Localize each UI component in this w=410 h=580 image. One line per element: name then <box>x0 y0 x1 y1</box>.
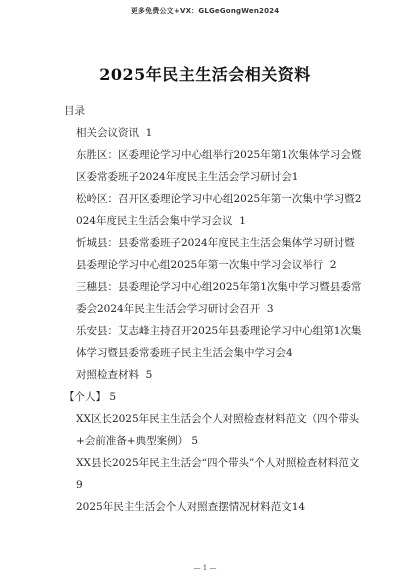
toc-item[interactable]: XX区长2025年民主生活会个人对照检查材料范文（四个带头+会前准备+典型案例） 5 <box>76 413 360 447</box>
toc-item[interactable]: 松岭区：召开区委理论学习中心组2025年第一次集中学习暨2024年度民主生活会集中学习会议 1 <box>76 193 362 227</box>
toc-item[interactable]: XX县长2025年民主生活会“四个带头”个人对照检查材料范文 9 <box>76 457 367 491</box>
page-header: 更多免费公文+VX：GLGeGongWen2024 <box>130 7 280 15</box>
document-title: 2025年民主生活会相关资料 <box>99 65 311 84</box>
toc-item[interactable]: 2025年民主生活会个人对照查摆情况材料范文14 <box>76 501 306 513</box>
toc-heading: 目录 <box>64 105 85 117</box>
table-of-contents <box>64 100 367 518</box>
toc-item[interactable]: 东胜区：区委理论学习中心组举行2025年第1次集体学习会暨区委常委班子2024年度民主生活会学习研讨会1 <box>76 149 362 183</box>
page-number: — 1 — <box>193 564 217 572</box>
toc-item[interactable]: 乐安县：艾志峰主持召开2025年县委理论学习中心组第1次集体学习暨县委常委班子民主生活会集中学习会4 <box>76 325 362 359</box>
toc-item[interactable]: 对照检查材料 5 <box>76 369 153 381</box>
toc-item[interactable]: 三穗县：县委理论学习中心组2025年第1次集中学习暨县委常委会2024年民主生活会学习研讨会召开 3 <box>76 281 362 315</box>
toc-item[interactable]: 【个人】 5 <box>64 391 117 403</box>
toc-item[interactable]: 忻城县：县委常委班子2024年度民主生活会集体学习研讨暨县委理论学习中心组2025年第一次集中学习会议举行 2 <box>76 237 355 271</box>
toc-item[interactable]: 相关会议资讯 1 <box>76 127 153 139</box>
